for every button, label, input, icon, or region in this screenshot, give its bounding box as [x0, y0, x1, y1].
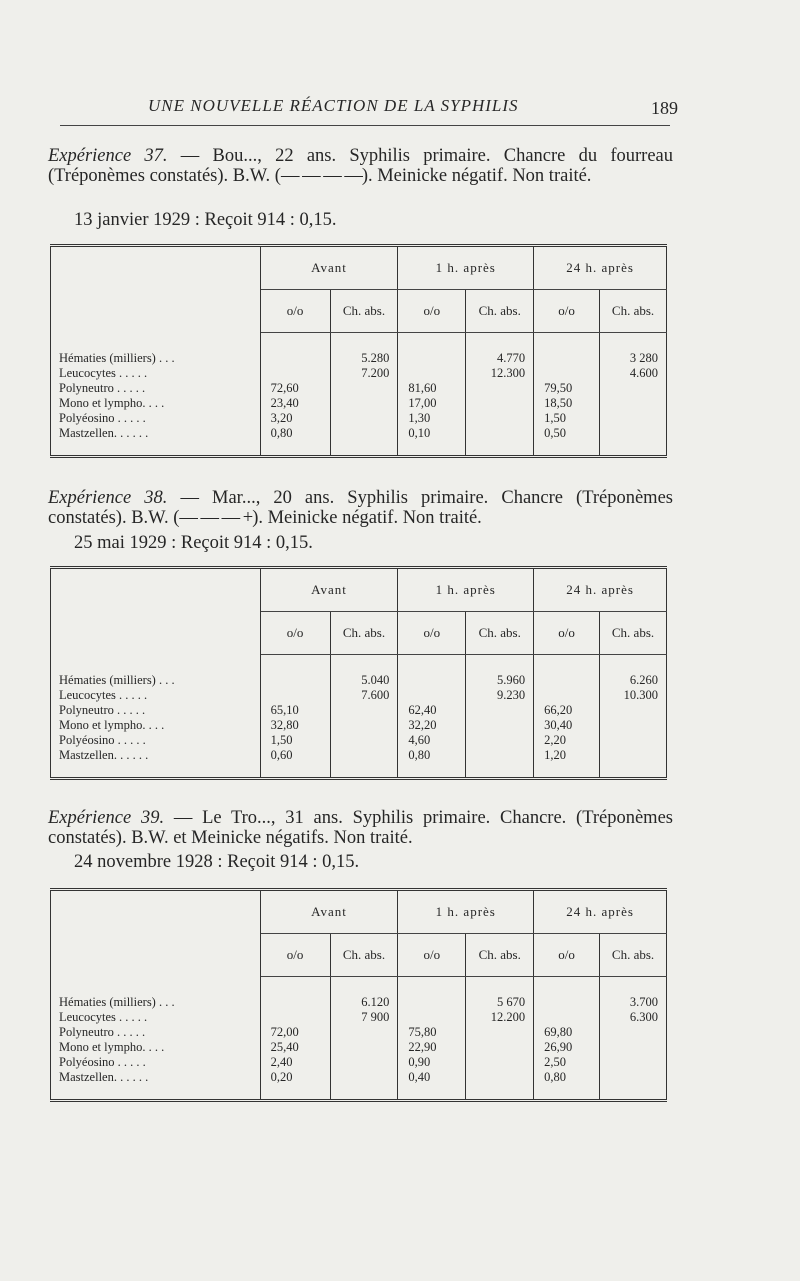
- column-subheader-abs: Ch. abs.: [466, 290, 534, 333]
- table-row: [51, 411, 667, 426]
- table-cell: [330, 1055, 398, 1070]
- column-subheader-abs: Ch. abs.: [330, 290, 398, 333]
- table-cell: [398, 688, 466, 703]
- table-cell: 72,60: [270, 381, 299, 395]
- table-cell: 0,10: [398, 426, 466, 441]
- column-subheader-pct: o/o: [398, 612, 466, 655]
- corner-cell: [51, 568, 261, 655]
- row-label: Hématies (milliers) . . .: [51, 351, 261, 366]
- table-row: [51, 1010, 667, 1025]
- table-cell: [466, 411, 534, 426]
- table-cell: [330, 733, 398, 748]
- table-cell: 3.700: [600, 995, 667, 1010]
- row-label: Polyneutro . . . . .: [51, 703, 261, 718]
- column-subheader-abs: Ch. abs.: [330, 612, 398, 655]
- experiment-38-text-b: ). Meinicke négatif. Non traité.: [252, 508, 482, 528]
- table-row: [51, 673, 667, 688]
- table-cell: [600, 1055, 667, 1070]
- row-label: Mastzellen. . . . . .: [51, 748, 261, 763]
- table-cell: 6.300: [600, 1010, 667, 1025]
- table-cell: [330, 381, 398, 396]
- table-cell: 65,10: [270, 703, 299, 717]
- table-cell: 6.120: [330, 995, 398, 1010]
- experiment-38-text-a: — Mar..., 20 ans. Syphilis primaire. Chancre (Tréponèmes constatés). B.W. (: [48, 488, 673, 528]
- column-subheader-pct: o/o: [398, 934, 466, 977]
- column-group-header: 1 h. après: [398, 246, 534, 290]
- table-cell: [534, 366, 600, 381]
- table-cell: 81,60: [398, 381, 466, 396]
- table-cell: 0,80: [270, 426, 293, 440]
- table-cell: 7.200: [330, 366, 398, 381]
- table-cell: 22,90: [398, 1040, 466, 1055]
- corner-cell: [51, 246, 261, 333]
- column-subheader-pct: o/o: [260, 612, 330, 655]
- table-cell: [534, 995, 600, 1010]
- table-cell: 1,20: [534, 748, 600, 763]
- table-cell: [330, 703, 398, 718]
- table-row: [51, 1025, 667, 1040]
- row-label: Mono et lympho. . . .: [51, 718, 261, 733]
- table-cell: [600, 733, 667, 748]
- header-rule: [60, 125, 670, 126]
- column-subheader-pct: o/o: [534, 934, 600, 977]
- table-cell: 2,50: [534, 1055, 600, 1070]
- table-row: [51, 1040, 667, 1055]
- table-cell: 4.600: [600, 366, 667, 381]
- row-label: Polyneutro . . . . .: [51, 1025, 261, 1040]
- table-cell: [600, 411, 667, 426]
- column-group-header: Avant: [260, 890, 398, 934]
- experiment-39-label: Expérience 39.: [48, 808, 165, 828]
- table-row: [51, 733, 667, 748]
- table-cell: 23,40: [270, 396, 299, 410]
- table-cell: [260, 688, 330, 703]
- row-label: Hématies (milliers) . . .: [51, 995, 261, 1010]
- column-group-header: 24 h. après: [534, 246, 667, 290]
- page-header: [60, 92, 678, 126]
- experiment-37-date-line: 13 janvier 1929 : Reçoit 914 : 0,15.: [74, 210, 337, 230]
- table-cell: [330, 1070, 398, 1085]
- table-cell: [260, 1010, 330, 1025]
- table-cell: [398, 351, 466, 366]
- table-cell: 3,20: [270, 411, 293, 425]
- table-row: [51, 396, 667, 411]
- row-label: Polyneutro . . . . .: [51, 381, 261, 396]
- table-cell: 1,30: [398, 411, 466, 426]
- table-cell: 69,80: [534, 1025, 600, 1040]
- table-cell: [260, 673, 330, 688]
- table-cell: [600, 396, 667, 411]
- table-cell: [600, 703, 667, 718]
- row-label: Polyéosino . . . . .: [51, 733, 261, 748]
- table-cell: 66,20: [534, 703, 600, 718]
- table-cell: 32,20: [398, 718, 466, 733]
- row-label: Leucocytes . . . . .: [51, 688, 261, 703]
- table-cell: [600, 1025, 667, 1040]
- table-cell: 4.770: [466, 351, 534, 366]
- table-cell: 1,50: [534, 411, 600, 426]
- table-cell: [466, 748, 534, 763]
- table-cell: 3 280: [600, 351, 667, 366]
- column-group-header: 1 h. après: [398, 890, 534, 934]
- column-subheader-abs: Ch. abs.: [600, 934, 667, 977]
- table-cell: 18,50: [534, 396, 600, 411]
- table-cell: 0,50: [534, 426, 600, 441]
- row-label: Mono et lympho. . . .: [51, 1040, 261, 1055]
- table-cell: 30,40: [534, 718, 600, 733]
- experiment-37-bw-code: — — — —: [280, 166, 362, 186]
- table-row: [51, 381, 667, 396]
- table-cell: 12.200: [466, 1010, 534, 1025]
- experiment-38-bw-code: — — — +: [179, 508, 253, 528]
- table-cell: [330, 1040, 398, 1055]
- table-cell: [330, 1025, 398, 1040]
- table-cell: 0,40: [398, 1070, 466, 1085]
- experiment-37-text-b: ). Meinicke négatif. Non traité.: [361, 166, 592, 186]
- table-cell: [534, 688, 600, 703]
- table-cell: 12.300: [466, 366, 534, 381]
- table-row: [51, 995, 667, 1010]
- row-label: Mono et lympho. . . .: [51, 396, 261, 411]
- experiment-37-text-a: — Bou..., 22 ans. Syphilis primaire. Chancre du fourreau (Tréponèmes constatés). B.W. (: [48, 146, 674, 186]
- page-number: 189: [651, 98, 678, 118]
- table-row: [51, 1070, 667, 1085]
- table-cell: [534, 1010, 600, 1025]
- table-cell: [600, 718, 667, 733]
- table-cell: [330, 411, 398, 426]
- table-row: [51, 1055, 667, 1070]
- experiment-37-label: Expérience 37.: [48, 146, 168, 166]
- table-cell: 62,40: [398, 703, 466, 718]
- row-label: Leucocytes . . . . .: [51, 366, 261, 381]
- row-label: Leucocytes . . . . .: [51, 1010, 261, 1025]
- table-cell: 0,80: [534, 1070, 600, 1085]
- table-cell: [466, 703, 534, 718]
- experiment-39-description: [48, 808, 673, 848]
- column-subheader-pct: o/o: [260, 290, 330, 333]
- column-subheader-pct: o/o: [534, 290, 600, 333]
- table-cell: 25,40: [270, 1040, 299, 1054]
- table-cell: [398, 366, 466, 381]
- table-row: [51, 688, 667, 703]
- table-cell: 5 670: [466, 995, 534, 1010]
- table-cell: 26,90: [534, 1040, 600, 1055]
- column-group-header: Avant: [260, 568, 398, 612]
- row-label: Hématies (milliers) . . .: [51, 673, 261, 688]
- table-cell: 2,20: [534, 733, 600, 748]
- table-cell: 2,40: [270, 1055, 293, 1069]
- table-row: [51, 426, 667, 441]
- column-subheader-abs: Ch. abs.: [330, 934, 398, 977]
- table-cell: [600, 381, 667, 396]
- experiment-39-text-a: — Le Tro..., 31 ans. Syphilis primaire. Chancre. (Tréponèmes constatés). B.W. et Meinicke négatifs. Non traité.: [48, 808, 673, 848]
- table-cell: 79,50: [534, 381, 600, 396]
- table-row: [51, 351, 667, 366]
- table-cell: [466, 1025, 534, 1040]
- table-cell: [534, 351, 600, 366]
- table-row: [51, 718, 667, 733]
- table-cell: [330, 748, 398, 763]
- table-cell: [600, 748, 667, 763]
- table-cell: [260, 351, 330, 366]
- table-cell: [330, 396, 398, 411]
- running-title: UNE NOUVELLE RÉACTION DE LA SYPHILIS: [148, 96, 519, 115]
- table-cell: [466, 426, 534, 441]
- row-label: Mastzellen. . . . . .: [51, 426, 261, 441]
- row-label: Polyéosino . . . . .: [51, 411, 261, 426]
- table-cell: [398, 673, 466, 688]
- table-cell: 1,50: [270, 733, 293, 747]
- table-cell: [466, 1055, 534, 1070]
- column-group-header: 24 h. après: [534, 568, 667, 612]
- column-subheader-pct: o/o: [260, 934, 330, 977]
- table-row: [51, 703, 667, 718]
- table-cell: 0,80: [398, 748, 466, 763]
- table-cell: [466, 396, 534, 411]
- experiment-39-date-line: 24 novembre 1928 : Reçoit 914 : 0,15.: [74, 852, 360, 872]
- column-group-header: Avant: [260, 246, 398, 290]
- corner-cell: [51, 890, 261, 977]
- table-cell: [330, 718, 398, 733]
- table-cell: [466, 1040, 534, 1055]
- table-row: [51, 366, 667, 381]
- table-cell: 17,00: [398, 396, 466, 411]
- table-cell: 7 900: [330, 1010, 398, 1025]
- row-label: Polyéosino . . . . .: [51, 1055, 261, 1070]
- table-cell: [600, 1070, 667, 1085]
- column-subheader-abs: Ch. abs.: [600, 612, 667, 655]
- table-cell: 6.260: [600, 673, 667, 688]
- experiment-38-label: Expérience 38.: [48, 488, 168, 508]
- table-cell: 72,00: [270, 1025, 299, 1039]
- table-cell: [260, 995, 330, 1010]
- table-cell: 4,60: [398, 733, 466, 748]
- table-cell: 5.040: [330, 673, 398, 688]
- table-cell: [330, 426, 398, 441]
- experiment-39-table: [50, 888, 667, 1102]
- row-label: Mastzellen. . . . . .: [51, 1070, 261, 1085]
- table-cell: [600, 426, 667, 441]
- table-cell: [466, 733, 534, 748]
- column-subheader-abs: Ch. abs.: [466, 612, 534, 655]
- table-row: [51, 748, 667, 763]
- column-group-header: 24 h. après: [534, 890, 667, 934]
- table-cell: [466, 381, 534, 396]
- experiment-37-description: [48, 146, 673, 186]
- column-subheader-pct: o/o: [398, 290, 466, 333]
- table-cell: 32,80: [270, 718, 299, 732]
- table-cell: 0,20: [270, 1070, 293, 1084]
- column-subheader-pct: o/o: [534, 612, 600, 655]
- table-cell: 5.960: [466, 673, 534, 688]
- table-cell: 10.300: [600, 688, 667, 703]
- column-subheader-abs: Ch. abs.: [466, 934, 534, 977]
- table-cell: 75,80: [398, 1025, 466, 1040]
- experiment-38-description: [48, 488, 673, 528]
- table-cell: [398, 995, 466, 1010]
- table-cell: [534, 673, 600, 688]
- table-cell: 7.600: [330, 688, 398, 703]
- experiment-37-table: [50, 244, 667, 458]
- table-cell: 5.280: [330, 351, 398, 366]
- experiment-38-date-line: 25 mai 1929 : Reçoit 914 : 0,15.: [74, 533, 313, 553]
- column-group-header: 1 h. après: [398, 568, 534, 612]
- experiment-38-table: [50, 566, 667, 780]
- column-subheader-abs: Ch. abs.: [600, 290, 667, 333]
- table-cell: [398, 1010, 466, 1025]
- table-cell: [600, 1040, 667, 1055]
- table-cell: [466, 1070, 534, 1085]
- table-cell: [260, 366, 330, 381]
- table-cell: 9.230: [466, 688, 534, 703]
- table-cell: 0,60: [270, 748, 293, 762]
- table-cell: 0,90: [398, 1055, 466, 1070]
- table-cell: [466, 718, 534, 733]
